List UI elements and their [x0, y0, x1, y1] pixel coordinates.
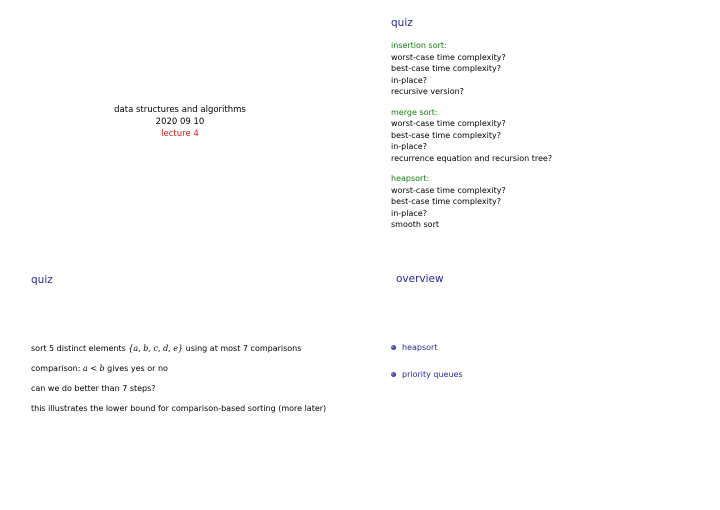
question: worst-case time complexity? [391, 52, 506, 62]
lecture-number: lecture 4 [161, 129, 199, 139]
question: best-case time complexity? [391, 64, 501, 73]
math-comparison: a < b [82, 364, 105, 373]
paragraph-lower-bound: this illustrates the lower bound for comparison-based sorting (more later) [31, 404, 327, 413]
frame-title: overview [396, 273, 444, 285]
question: worst-case time complexity? [391, 119, 506, 128]
bullet-icon [391, 345, 396, 350]
text: gives yes or no [104, 364, 168, 373]
quiz-text [31, 343, 326, 423]
overview-list [391, 343, 463, 397]
lecture-date: 2020 09 10 [155, 117, 205, 127]
slide-quiz-questions [360, 0, 720, 255]
list-item-label: heapsort [402, 343, 438, 352]
quiz-group-merge-sort [391, 107, 552, 165]
group-heading: merge sort: [391, 107, 438, 117]
list-item-label: priority queues [402, 370, 463, 379]
question: worst-case time complexity? [391, 185, 506, 195]
group-heading: heapsort: [391, 174, 430, 183]
question: smooth sort [391, 220, 439, 229]
text: using at most 7 comparisons [183, 344, 302, 353]
title-block [0, 104, 360, 140]
paragraph-comparison [31, 363, 326, 374]
list-item [391, 343, 463, 352]
question: recursive version? [391, 87, 464, 96]
question: in-place? [391, 75, 427, 85]
slide-overview [360, 255, 720, 510]
quiz-body [391, 40, 552, 240]
question: best-case time complexity? [391, 197, 501, 206]
question: best-case time complexity? [391, 130, 501, 140]
slide-sorting-quiz [0, 255, 360, 510]
text: sort 5 distinct elements [31, 344, 129, 353]
quiz-group-heapsort [391, 173, 552, 231]
bullet-icon [391, 372, 396, 377]
frame-title: quiz [31, 274, 53, 286]
list-item [391, 370, 463, 379]
text: comparison: [31, 364, 83, 373]
question: recurrence equation and recursion tree? [391, 153, 553, 163]
quiz-group-insertion-sort [391, 40, 552, 98]
question: in-place? [391, 208, 427, 218]
paragraph-question: can we do better than 7 steps? [31, 384, 156, 393]
question: in-place? [391, 142, 427, 151]
group-heading: insertion sort: [391, 41, 447, 50]
paragraph-sort-task [31, 343, 326, 354]
math-set: {a, b, c, d, e} [128, 344, 184, 353]
slide-title-page [0, 0, 360, 255]
course-name: data structures and algorithms [114, 105, 246, 115]
frame-title: quiz [391, 17, 413, 29]
